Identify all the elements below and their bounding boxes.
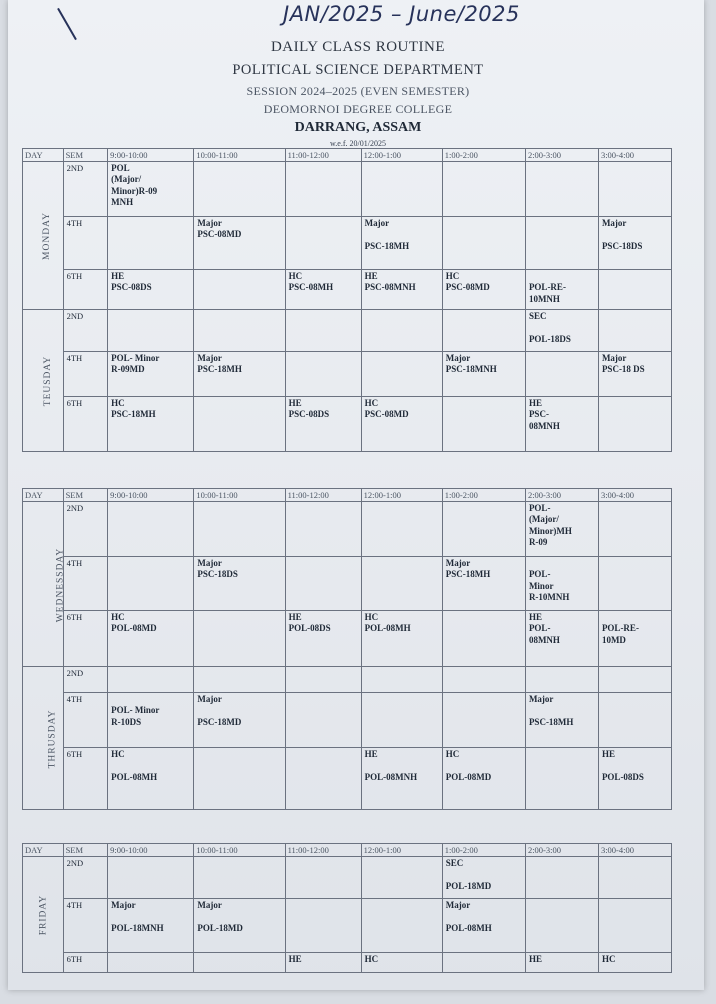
class-slot-cell: [598, 162, 671, 217]
day-label: THRUSDAY: [47, 709, 58, 768]
col-slot-6: 2:00-3:00: [525, 844, 598, 857]
col-slot-7: 3:00-4:00: [598, 149, 671, 162]
class-slot-cell: Major PSC-08MD: [194, 217, 285, 270]
col-slot-2: 10:00-11:00: [194, 149, 285, 162]
col-sem: SEM: [63, 489, 108, 502]
table-row: [23, 162, 672, 217]
col-day: DAY: [23, 489, 64, 502]
routine-table-wed-thu: [22, 488, 672, 810]
col-slot-6: 2:00-3:00: [525, 489, 598, 502]
class-slot-cell: HC PSC-18MH: [108, 397, 194, 452]
table-row: [23, 857, 672, 899]
class-slot-cell: [442, 693, 525, 748]
class-slot-cell: [108, 217, 194, 270]
class-slot-cell: HC POL-08MD: [442, 748, 525, 810]
routine-table-fri: [22, 843, 672, 973]
table-row: [23, 693, 672, 748]
class-slot-cell: HC: [361, 953, 442, 973]
class-slot-cell: [442, 397, 525, 452]
col-slot-1: 9:00-10:00: [108, 489, 194, 502]
class-slot-cell: [194, 748, 285, 810]
class-slot-cell: [285, 667, 361, 693]
class-slot-cell: [525, 667, 598, 693]
day-label: FRIDAY: [38, 894, 49, 936]
class-slot-cell: HE POL-08DS: [598, 748, 671, 810]
class-slot-cell: HE PSC-08MNH: [361, 270, 442, 310]
class-slot-cell: [194, 397, 285, 452]
class-slot-cell: [525, 748, 598, 810]
sem-cell: 6TH: [63, 397, 108, 452]
class-slot-cell: Major PSC-18DS: [598, 217, 671, 270]
class-slot-cell: POL-RE- 10MNH: [525, 270, 598, 310]
day-cell-friday: [23, 857, 64, 973]
class-slot-cell: [442, 502, 525, 557]
class-slot-cell: [361, 162, 442, 217]
sem-cell: 6TH: [63, 748, 108, 810]
class-slot-cell: HC PSC-08MH: [285, 270, 361, 310]
col-slot-7: 3:00-4:00: [598, 489, 671, 502]
class-slot-cell: HE: [285, 953, 361, 973]
table-row: [23, 502, 672, 557]
col-slot-1: 9:00-10:00: [108, 844, 194, 857]
class-slot-cell: POL- (Major/ Minor)MH R-09: [525, 502, 598, 557]
class-slot-cell: [442, 217, 525, 270]
class-slot-cell: HE PSC-08DS: [108, 270, 194, 310]
class-slot-cell: [108, 857, 194, 899]
class-slot-cell: [598, 397, 671, 452]
class-slot-cell: Major PSC-18MH: [442, 557, 525, 611]
class-slot-cell: [598, 857, 671, 899]
day-cell-monday: [23, 162, 64, 310]
class-slot-cell: POL-RE- 10MD: [598, 611, 671, 667]
sem-cell: 6TH: [63, 611, 108, 667]
class-slot-cell: [525, 162, 598, 217]
class-slot-cell: POL- Minor R-10MNH: [525, 557, 598, 611]
class-slot-cell: [108, 502, 194, 557]
class-slot-cell: [194, 270, 285, 310]
table-row: [23, 270, 672, 310]
class-slot-cell: [361, 557, 442, 611]
class-slot-cell: [361, 502, 442, 557]
class-slot-cell: HE PSC-08DS: [285, 397, 361, 452]
class-slot-cell: Major PSC-18MH: [525, 693, 598, 748]
class-slot-cell: [525, 217, 598, 270]
sem-cell: 4TH: [63, 352, 108, 397]
sem-cell: 2ND: [63, 667, 108, 693]
table-row: [23, 310, 672, 352]
class-slot-cell: Major PSC-18MNH: [442, 352, 525, 397]
class-slot-cell: Major POL-18MD: [194, 899, 285, 953]
college-place: DARRANG, ASSAM: [294, 120, 422, 135]
class-slot-cell: SEC POL-18MD: [442, 857, 525, 899]
class-slot-cell: [108, 953, 194, 973]
class-slot-cell: [361, 667, 442, 693]
col-slot-4: 12:00-1:00: [361, 489, 442, 502]
sem-cell: 2ND: [63, 857, 108, 899]
sem-cell: 2ND: [63, 310, 108, 352]
class-slot-cell: [598, 667, 671, 693]
table-row: [23, 667, 672, 693]
col-sem: SEM: [63, 844, 108, 857]
class-slot-cell: HC PSC-08MD: [442, 270, 525, 310]
class-slot-cell: [525, 352, 598, 397]
class-slot-cell: [598, 310, 671, 352]
class-slot-cell: HC PSC-08MD: [361, 397, 442, 452]
class-slot-cell: [285, 899, 361, 953]
class-slot-cell: [285, 217, 361, 270]
class-slot-cell: [285, 502, 361, 557]
class-slot-cell: [361, 310, 442, 352]
table-row: [23, 217, 672, 270]
class-slot-cell: [442, 310, 525, 352]
sem-cell: 4TH: [63, 693, 108, 748]
class-slot-cell: Major POL-08MH: [442, 899, 525, 953]
class-slot-cell: [194, 162, 285, 217]
class-slot-cell: POL- Minor R-09MD: [108, 352, 194, 397]
class-slot-cell: [598, 270, 671, 310]
day-cell-tuesday: [23, 310, 64, 452]
department-name: POLITICAL SCIENCE DEPARTMENT: [232, 62, 484, 78]
class-slot-cell: HE PSC- 08MNH: [525, 397, 598, 452]
class-slot-cell: [194, 611, 285, 667]
class-slot-cell: HC POL-08MH: [108, 748, 194, 810]
class-slot-cell: [194, 857, 285, 899]
class-slot-cell: [442, 667, 525, 693]
routine-title: DAILY CLASS ROUTINE: [270, 39, 446, 55]
class-slot-cell: [285, 748, 361, 810]
class-slot-cell: [194, 953, 285, 973]
class-slot-cell: HC POL-08MD: [108, 611, 194, 667]
class-slot-cell: [361, 352, 442, 397]
day-label: TEUSDAY: [43, 355, 54, 407]
handwritten-period: JAN/2025 – June/2025: [283, 2, 520, 26]
table-row: [23, 352, 672, 397]
college-name: DEOMORNOI DEGREE COLLEGE: [263, 102, 453, 116]
effective-date: w.e.f. 20/01/2025: [330, 139, 386, 148]
class-slot-cell: [194, 502, 285, 557]
class-slot-cell: [285, 857, 361, 899]
class-slot-cell: [285, 352, 361, 397]
col-slot-4: 12:00-1:00: [361, 149, 442, 162]
table-row: [23, 611, 672, 667]
col-slot-1: 9:00-10:00: [108, 149, 194, 162]
routine-table-mon-tue: [22, 148, 672, 452]
col-slot-3: 11:00-12:00: [285, 844, 361, 857]
class-slot-cell: Major PSC-18MH: [194, 352, 285, 397]
class-slot-cell: [361, 693, 442, 748]
class-slot-cell: HE POL-08DS: [285, 611, 361, 667]
class-slot-cell: SEC POL-18DS: [525, 310, 598, 352]
col-slot-3: 11:00-12:00: [285, 149, 361, 162]
table-row: [23, 899, 672, 953]
class-slot-cell: HC POL-08MH: [361, 611, 442, 667]
pen-stroke: [57, 8, 77, 40]
class-slot-cell: POL- Minor R-10DS: [108, 693, 194, 748]
class-slot-cell: [361, 857, 442, 899]
class-slot-cell: [285, 557, 361, 611]
class-slot-cell: Major POL-18MNH: [108, 899, 194, 953]
class-slot-cell: [108, 667, 194, 693]
table-row: [23, 397, 672, 452]
header-row: [23, 489, 672, 502]
col-slot-7: 3:00-4:00: [598, 844, 671, 857]
session-line: SESSION 2024–2025 (EVEN SEMESTER): [246, 84, 470, 98]
class-slot-cell: [598, 557, 671, 611]
day-label: MONDAY: [41, 212, 52, 260]
header-row: [23, 844, 672, 857]
table-row: [23, 748, 672, 810]
class-slot-cell: [108, 557, 194, 611]
class-slot-cell: [108, 310, 194, 352]
day-cell-thursday: [23, 667, 64, 810]
table-row: [23, 953, 672, 973]
class-slot-cell: [361, 899, 442, 953]
class-slot-cell: HE: [525, 953, 598, 973]
class-slot-cell: Major PSC-18 DS: [598, 352, 671, 397]
class-slot-cell: [598, 899, 671, 953]
sem-cell: 4TH: [63, 217, 108, 270]
class-slot-cell: HE POL- 08MNH: [525, 611, 598, 667]
day-label: WEDNESSDAY: [55, 547, 66, 622]
table-row: [23, 557, 672, 611]
col-slot-3: 11:00-12:00: [285, 489, 361, 502]
class-slot-cell: Major PSC-18DS: [194, 557, 285, 611]
sem-cell: 4TH: [63, 899, 108, 953]
sem-cell: 4TH: [63, 557, 108, 611]
class-slot-cell: [194, 310, 285, 352]
col-slot-5: 1:00-2:00: [442, 844, 525, 857]
class-slot-cell: [442, 611, 525, 667]
class-slot-cell: [525, 899, 598, 953]
class-slot-cell: [598, 502, 671, 557]
sem-cell: 2ND: [63, 162, 108, 217]
sem-cell: 6TH: [63, 270, 108, 310]
col-slot-5: 1:00-2:00: [442, 489, 525, 502]
header-row: [23, 149, 672, 162]
class-slot-cell: [525, 857, 598, 899]
class-slot-cell: [598, 693, 671, 748]
class-slot-cell: [285, 162, 361, 217]
class-slot-cell: [442, 953, 525, 973]
class-slot-cell: [194, 667, 285, 693]
col-slot-2: 10:00-11:00: [194, 844, 285, 857]
class-slot-cell: HE POL-08MNH: [361, 748, 442, 810]
class-slot-cell: [442, 162, 525, 217]
class-slot-cell: POL (Major/ Minor)R-09 MNH: [108, 162, 194, 217]
col-slot-2: 10:00-11:00: [194, 489, 285, 502]
class-slot-cell: [285, 310, 361, 352]
class-slot-cell: Major PSC-18MH: [361, 217, 442, 270]
class-slot-cell: Major PSC-18MD: [194, 693, 285, 748]
col-slot-6: 2:00-3:00: [525, 149, 598, 162]
sem-cell: 2ND: [63, 502, 108, 557]
col-day: DAY: [23, 149, 64, 162]
day-cell-wednesday: [23, 502, 64, 667]
col-sem: SEM: [63, 149, 108, 162]
col-day: DAY: [23, 844, 64, 857]
class-slot-cell: [285, 693, 361, 748]
class-slot-cell: HC: [598, 953, 671, 973]
col-slot-4: 12:00-1:00: [361, 844, 442, 857]
sem-cell: 6TH: [63, 953, 108, 973]
col-slot-5: 1:00-2:00: [442, 149, 525, 162]
